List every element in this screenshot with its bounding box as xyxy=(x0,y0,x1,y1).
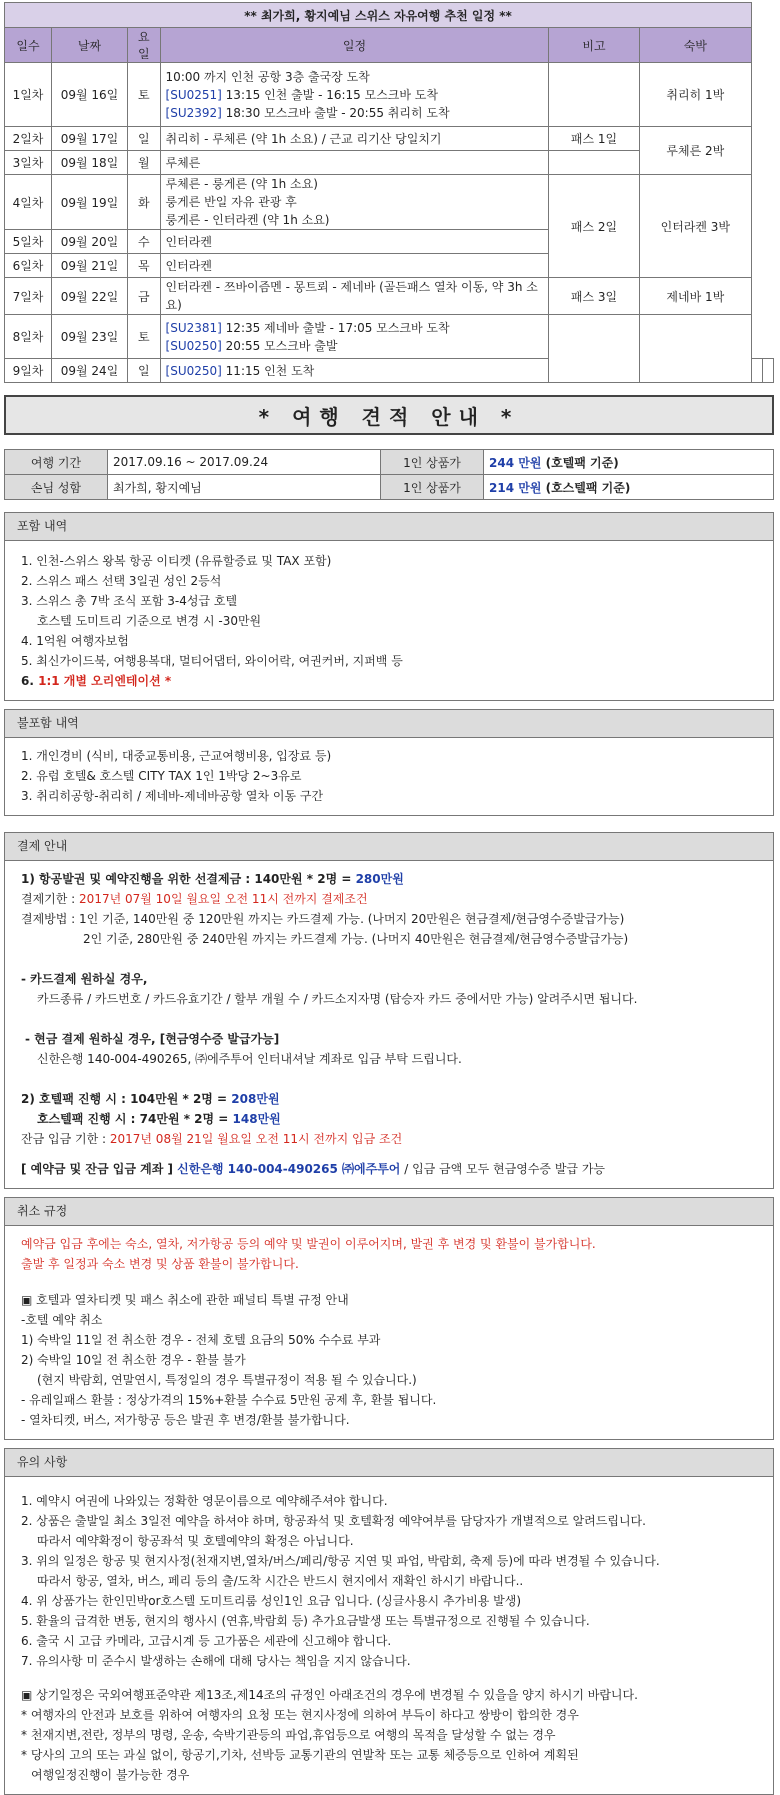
notice-line: 따라서 항공, 열차, 버스, 페리 등의 출/도착 시간은 반드시 현지에서 재확인 하시기 바랍니다.. xyxy=(37,1574,524,1588)
included-item: 호스텔 도미트리 기준으로 변경 시 -30만원 xyxy=(37,614,262,628)
day-cell: 2일차 xyxy=(5,127,52,151)
stay-cell: 제네바 1박 xyxy=(639,278,751,315)
included-item: 4. 1억원 여행자보험 xyxy=(21,634,129,648)
note-cell xyxy=(549,151,639,175)
date-cell: 09월 21일 xyxy=(52,254,128,278)
itinerary-line: [SU0250] 20:55 모스크바 출발 xyxy=(165,338,338,353)
itinerary-line: 루체른 - 룽게른 (약 1h 소요) xyxy=(165,177,318,191)
col-header-note: 비고 xyxy=(549,28,639,63)
itinerary-cell xyxy=(160,175,549,230)
price-label-2: 1인 상품가 xyxy=(381,475,484,500)
itinerary-cell xyxy=(160,127,549,151)
notice-line: * 당사의 고의 또는 과실 없이, 항공기,기차, 선박등 교통기관의 연발착 또는 교통 체증등으로 인하여 계획된 xyxy=(21,1748,579,1762)
notice-line: * 천재지변,전란, 정부의 명령, 운송, 숙박기관등의 파업,휴업등으로 여행의 목적을 달성할 수 없는 경우 xyxy=(21,1728,556,1742)
day-cell: 9일차 xyxy=(5,359,52,383)
deposit-line: 1) 항공발권 및 예약진행을 위한 선결제금 : 140만원 * 2명 = 280만원 xyxy=(21,872,404,886)
table-row xyxy=(5,278,774,315)
date-cell: 09월 19일 xyxy=(52,175,128,230)
itinerary-cell xyxy=(160,315,549,359)
day-cell: 3일차 xyxy=(5,151,52,175)
itinerary-line: 인터라켄 - 쯔바이즘멘 - 몽트뢰 - 제네바 (골든패스 열차 이동, 약 3h 소요) xyxy=(165,280,538,312)
itinerary-cell xyxy=(160,359,549,383)
notice-line: 6. 출국 시 고급 카메라, 고급시계 등 고가품은 세관에 신고해야 합니다. xyxy=(21,1634,392,1648)
dow-cell: 토 xyxy=(127,315,160,359)
dow-cell: 토 xyxy=(127,63,160,127)
date-cell: 09월 20일 xyxy=(52,230,128,254)
name-value: 최가희, 황지예님 xyxy=(108,475,381,500)
cash-head: - 현금 결제 원하실 경우, [현금영수증 발급가능] xyxy=(25,1032,280,1046)
day-cell: 6일차 xyxy=(5,254,52,278)
balance-deadline: 잔금 입금 기한 : 2017년 08월 21일 월요일 오전 11시 전까지 입금 조건 xyxy=(21,1132,403,1146)
included-item: 5. 최신가이드북, 여행용복대, 멀티어댑터, 와이어락, 여권커버, 지퍼백 등 xyxy=(21,654,403,668)
notice-line: 2. 상품은 출발일 최소 3일전 예약을 하셔야 하며, 항공좌석 및 호텔확정 예약여부를 담당자가 개별적으로 알려드립니다. xyxy=(21,1514,646,1528)
note-cell: 패스 3일 xyxy=(549,278,639,315)
included-title: 포함 내역 xyxy=(5,513,773,541)
cancel-title: 취소 규정 xyxy=(5,1198,773,1226)
itinerary-cell xyxy=(160,278,549,315)
date-cell: 09월 24일 xyxy=(52,359,128,383)
stay-cell: 취리히 1박 xyxy=(639,63,751,127)
card-head: - 카드결제 원하실 경우, xyxy=(21,972,148,986)
excluded-section xyxy=(4,709,774,816)
itinerary-line: 인터라켄 xyxy=(165,234,212,249)
table-row xyxy=(5,315,774,359)
date-cell: 09월 16일 xyxy=(52,63,128,127)
included-section xyxy=(4,512,774,701)
cash-body: 신한은행 140-004-490265, ㈜에주투어 인터내셔날 계좌로 입금 부탁 드립니다. xyxy=(37,1052,462,1066)
notice-line: ▣ 상기일정은 국외여행표준약관 제13조,제14조의 규정인 아래조건의 경우에 변경될 수 있을을 양지 하시기 바랍니다. xyxy=(21,1688,638,1702)
name-label: 손님 성함 xyxy=(5,475,108,500)
itinerary-line: 루체른 xyxy=(165,155,201,170)
note-cell: 패스 1일 xyxy=(549,127,639,151)
stay-cell xyxy=(639,315,751,383)
payment-method-1: 결제방법 : 1인 기준, 140만원 중 120만원 까지는 카드결제 가능. (나머지 20만원은 현금결제/현금영수증발급가능) xyxy=(21,912,625,926)
stay-cell: 인터라켄 3박 xyxy=(639,175,751,278)
dow-cell: 목 xyxy=(127,254,160,278)
dow-cell: 금 xyxy=(127,278,160,315)
dow-cell: 월 xyxy=(127,151,160,175)
table-row xyxy=(5,63,774,127)
quote-table xyxy=(4,449,774,500)
period-value: 2017.09.16 ~ 2017.09.24 xyxy=(108,450,381,475)
cancel-line: ▣ 호텔과 열차티켓 및 패스 취소에 관한 패널티 특별 규정 안내 xyxy=(21,1293,349,1307)
itinerary-line: [SU2392] 18:30 모스크바 출발 - 20:55 취리히 도착 xyxy=(165,105,450,120)
stay-cell xyxy=(763,359,774,383)
day-cell: 5일차 xyxy=(5,230,52,254)
price-hostel: 214 만원 (호스텔팩 기준) xyxy=(484,475,774,500)
notice-line: * 여행자의 안전과 보호를 위하여 여행자의 요청 또는 현지사정에 의하여 부득이 하다고 쌍방이 합의한 경우 xyxy=(21,1708,579,1722)
itinerary-cell xyxy=(160,230,549,254)
deposit-deadline: 결제기한 : 2017년 07월 10일 월요일 오전 11시 전까지 결제조건 xyxy=(21,892,368,906)
dow-cell: 화 xyxy=(127,175,160,230)
col-header-itinerary: 일정 xyxy=(160,28,549,63)
cancel-line: 1) 숙박일 11일 전 취소한 경우 - 전체 호텔 요금의 50% 수수료 부과 xyxy=(21,1333,381,1347)
dow-cell: 일 xyxy=(127,359,160,383)
itinerary-line: 룽게른 반일 자유 관광 후 xyxy=(165,195,297,209)
notice-title: 유의 사항 xyxy=(5,1449,773,1477)
schedule-table xyxy=(4,2,774,383)
stay-cell: 루체른 2박 xyxy=(639,127,751,175)
dow-cell: 수 xyxy=(127,230,160,254)
col-header-stay: 숙박 xyxy=(639,28,751,63)
cancel-section xyxy=(4,1197,774,1440)
itinerary-cell xyxy=(160,254,549,278)
itinerary-line: 10:00 까지 인천 공항 3층 출국장 도착 xyxy=(165,69,370,84)
payment-method-2: 2인 기준, 280만원 중 240만원 까지는 카드결제 가능. (나머지 40만원은 현금결제/현금영수증발급가능) xyxy=(83,932,629,946)
excluded-item: 2. 유럽 호텔& 호스텔 CITY TAX 1인 1박당 2~3유로 xyxy=(21,769,302,783)
day-cell: 4일차 xyxy=(5,175,52,230)
notice-line: 5. 환율의 급격한 변동, 현지의 행사시 (연휴,박람회 등) 추가요금발생 또는 특별규정으로 진행될 수 있습니다. xyxy=(21,1614,590,1628)
quote-title: * 여행 견적 안내 * xyxy=(4,395,774,435)
day-cell: 8일차 xyxy=(5,315,52,359)
included-item: 3. 스위스 총 7박 조식 포함 3-4성급 호텔 xyxy=(21,594,238,608)
account-line: [ 예약금 및 잔금 입금 계좌 ] 신한은행 140-004-490265 ㈜에주투어 / 입금 금액 모두 현금영수증 발급 가능 xyxy=(21,1162,606,1176)
notice-line: 3. 위의 일정은 항공 및 현지사정(천재지변,열차/버스/페리/항공 지연 및 파업, 박람회, 축제 등)에 따라 변경될 수 있습니다. xyxy=(21,1554,660,1568)
cancel-line: (현지 박람회, 연말연시, 특정일의 경우 특별규정이 적용 될 수 있습니다.) xyxy=(37,1373,417,1387)
date-cell: 09월 17일 xyxy=(52,127,128,151)
itinerary-line: 취리히 - 루체른 (약 1h 소요) / 근교 리기산 당일치기 xyxy=(165,131,442,146)
itinerary-line: [SU0251] 13:15 인천 출발 - 16:15 모스크바 도착 xyxy=(165,87,438,102)
itinerary-cell xyxy=(160,151,549,175)
notice-line: 4. 위 상품가는 한인민박or호스텔 도미트리룸 성인1인 요금 입니다. (싱글사용시 추가비용 발생) xyxy=(21,1594,521,1608)
payment-title: 결제 안내 xyxy=(5,833,773,861)
date-cell: 09월 23일 xyxy=(52,315,128,359)
note-cell xyxy=(549,63,639,127)
notice-section xyxy=(4,1448,774,1795)
payment-section xyxy=(4,832,774,1189)
itinerary-line: 룽게른 - 인터라켄 (약 1h 소요) xyxy=(165,213,330,227)
cancel-warning-1: 예약금 입금 후에는 숙소, 열차, 저가항공 등의 예약 및 발권이 이루어지며, 발권 후 변경 및 환불이 불가합니다. xyxy=(21,1237,596,1251)
table-row xyxy=(5,127,774,151)
notice-line: 1. 예약시 여권에 나와있는 정확한 영문이름으로 예약해주셔야 합니다. xyxy=(21,1494,388,1508)
notice-line: 따라서 예약확정이 항공좌석 및 호텔예약의 확정은 아닙니다. xyxy=(37,1534,354,1548)
col-header-dow: 요일 xyxy=(127,28,160,63)
notice-line: 7. 유의사항 미 준수시 발생하는 손해에 대해 당사는 책임을 지지 않습니다. xyxy=(21,1654,411,1668)
included-item: 1. 인천-스위스 왕복 항공 이티켓 (유류할증료 및 TAX 포함) xyxy=(21,554,332,568)
day-cell: 1일차 xyxy=(5,63,52,127)
dow-cell: 일 xyxy=(127,127,160,151)
itinerary-line: [SU2381] 12:35 제네바 출발 - 17:05 모스크바 도착 xyxy=(165,320,450,335)
itinerary-line: 인터라켄 xyxy=(165,258,212,273)
date-cell: 09월 18일 xyxy=(52,151,128,175)
cancel-line: - 유레일패스 환불 : 정상가격의 15%+환불 수수료 5만원 공제 후, 환불 됩니다. xyxy=(21,1393,437,1407)
itinerary-line: [SU0250] 11:15 인천 도착 xyxy=(165,363,315,378)
col-header-date: 날짜 xyxy=(52,28,128,63)
included-item-orientation: 6. 1:1 개별 오리엔테이션 * xyxy=(21,674,172,688)
cancel-line: 2) 숙박일 10일 전 취소한 경우 - 환불 불가 xyxy=(21,1353,246,1367)
excluded-item: 1. 개인경비 (식비, 대중교통비용, 근교여행비용, 입장료 등) xyxy=(21,749,332,763)
notice-line: 여행일정진행이 불가능한 경우 xyxy=(31,1768,190,1782)
price-hotel: 244 만원 (호텔팩 기준) xyxy=(484,450,774,475)
note-cell: 패스 2일 xyxy=(549,175,639,278)
excluded-item: 3. 취리히공항-취리히 / 제네바-제네바공항 열차 이동 구간 xyxy=(21,789,324,803)
hotel-pack-line: 2) 호텔팩 진행 시 : 104만원 * 2명 = 208만원 xyxy=(21,1092,280,1106)
cancel-warning-2: 출발 후 일정과 숙소 변경 및 상품 환불이 불가합니다. xyxy=(21,1257,299,1271)
itinerary-cell xyxy=(160,63,549,127)
card-body: 카드종류 / 카드번호 / 카드유효기간 / 할부 개월 수 / 카드소지자명 (탑승자 카드 중에서만 가능) 알려주시면 됩니다. xyxy=(37,992,638,1006)
included-item: 2. 스위스 패스 선택 3일권 성인 2등석 xyxy=(21,574,222,588)
col-header-day: 일수 xyxy=(5,28,52,63)
note-cell xyxy=(752,359,763,383)
table-row xyxy=(5,175,774,230)
cancel-line: - 열차티켓, 버스, 저가항공 등은 발권 후 변경/환불 불가합니다. xyxy=(21,1413,350,1427)
page xyxy=(4,2,774,1795)
price-label: 1인 상품가 xyxy=(381,450,484,475)
period-label: 여행 기간 xyxy=(5,450,108,475)
day-cell: 7일차 xyxy=(5,278,52,315)
note-cell xyxy=(549,315,639,383)
cancel-line: -호텔 예약 취소 xyxy=(21,1313,103,1327)
schedule-title: ** 최가희, 황지예님 스위스 자유여행 추천 일정 ** xyxy=(5,3,752,28)
hostel-pack-line: 호스텔팩 진행 시 : 74만원 * 2명 = 148만원 xyxy=(37,1112,281,1126)
excluded-title: 불포함 내역 xyxy=(5,710,773,738)
date-cell: 09월 22일 xyxy=(52,278,128,315)
